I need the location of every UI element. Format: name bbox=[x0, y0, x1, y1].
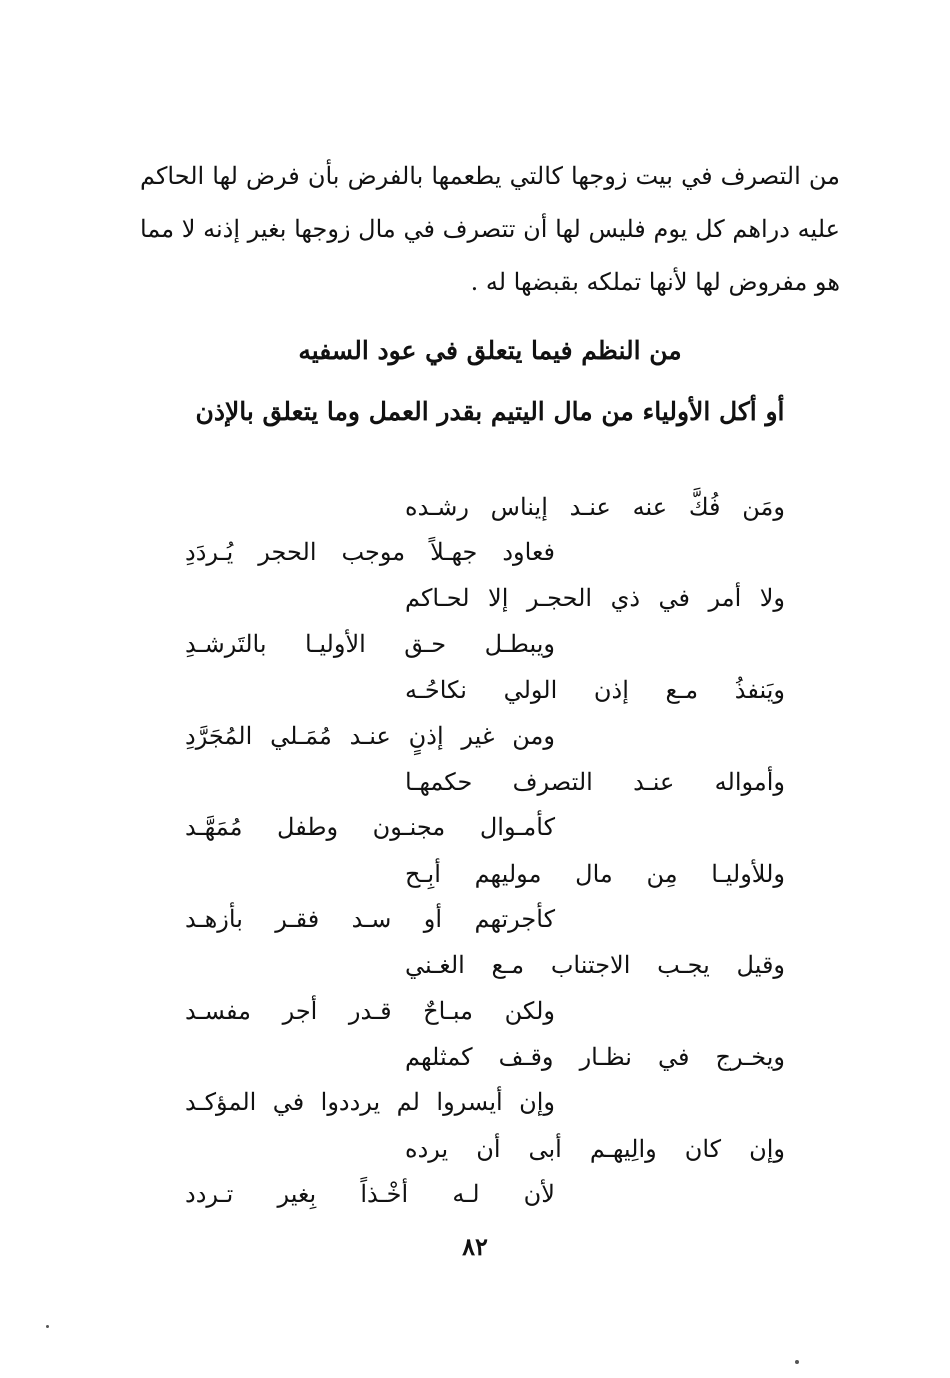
page-number: ٨٢ bbox=[462, 1232, 488, 1261]
verse-16: لأن لـه أخْـذاً بِغير تـردد bbox=[185, 1180, 555, 1208]
verse-7: وأمواله عنـد التصرف حكمهـا bbox=[405, 768, 785, 796]
verse-5: ويَنفذُ مـع إذن الولي نكاحُـه bbox=[405, 676, 785, 704]
scan-speck bbox=[795, 1360, 799, 1364]
verse-13: ويخـرج في نظـار وقـف كمثلهم bbox=[405, 1043, 785, 1071]
prose-paragraph bbox=[140, 150, 840, 309]
scan-speck bbox=[46, 1325, 49, 1328]
verse-12: ولكن مبـاحٌ قـدر أجر مفسـد bbox=[185, 997, 555, 1025]
verse-4: ويبطـل حـق الأوليـا بالتَرشـدِ bbox=[185, 630, 555, 658]
verse-14: وإن أيسروا لم يرددوا في المؤكـد bbox=[185, 1088, 555, 1116]
prose-line-3: هو مفروض لها لأنها تملكه بقبضها له . bbox=[470, 268, 840, 296]
verse-9: وللأوليـا مِن مال موليهم أبِـح bbox=[405, 860, 785, 888]
verse-10: كأجرتهم أو سـد فقـر بأزهـد bbox=[185, 905, 555, 933]
prose-line-2: عليه دراهم كل يوم فليس لها أن تتصرف في مال زوجها بغير إذنه لا مما bbox=[140, 215, 840, 243]
verse-11: وقيل يجـب الاجتناب مـع الغـني bbox=[405, 951, 785, 979]
verse-6: ومن غير إذنٍ عنـد مُمَـلي المُجَرَّدِ bbox=[185, 722, 555, 750]
verse-2: فعاود جهـلاً موجب الحجر يُـردَدِ bbox=[185, 538, 555, 566]
verse-1: ومَن فُكَّ عنه عنـد إيناس رشـده bbox=[405, 493, 785, 521]
verse-15: وإن كان والِيهـم أبى أن يرده bbox=[405, 1135, 785, 1163]
section-subtitle: أو أكل الأولياء من مال اليتيم بقدر العمل وما يتعلق بالإذن bbox=[195, 397, 785, 426]
verse-3: ولا أمر في ذي الحجـر إلا لحـاكم bbox=[405, 584, 785, 612]
prose-line-1: من التصرف في بيت زوجها كالتي يطعمها بالفرض بأن فرض لها الحاكم bbox=[140, 162, 841, 190]
section-title: من النظم فيما يتعلق في عود السفيه bbox=[298, 336, 682, 365]
verse-8: كأمـوال مجنـون وطفل مُمَهَّـد bbox=[185, 813, 555, 841]
